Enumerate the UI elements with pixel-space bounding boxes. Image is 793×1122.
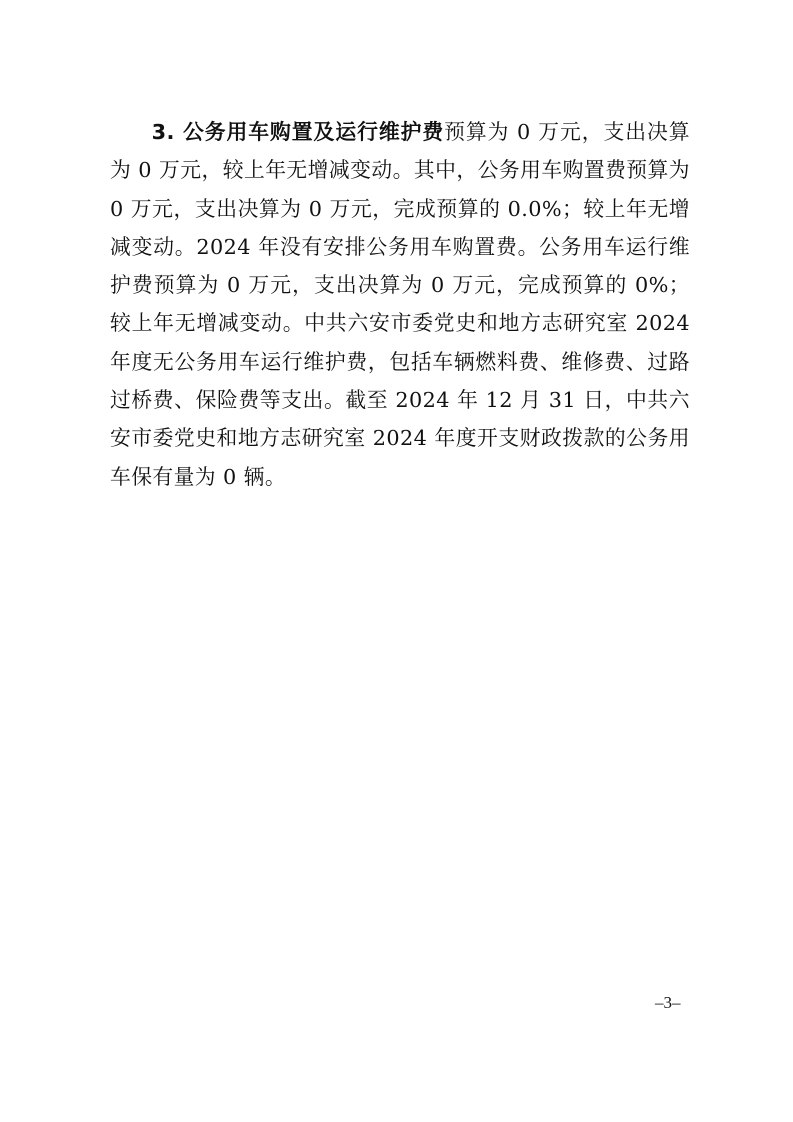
section-heading: 3. 公务用车购置及运行维护费 (151, 120, 445, 144)
paragraph (110, 113, 690, 496)
page-number: –3– (655, 993, 681, 1012)
paragraph-body: 预算为 0 万元，支出决算为 0 万元，较上年无增减变动。其中，公务用车购置费预算为 0 万元，支出决算为 0 万元，完成预算的 0.0%；较上年无增减变动。2024 年没有安排公务用车购置费。公务用车运行维护费预算为 0 万元，支出决算为 0 万元，完成预算的 0%；较上年无增减变动。中共六安市委党史和地方志研究室 2024 年度无公务用车运行维护费，包括车辆燃料费、维修费、过路过桥费、保险费等支出。截至 2024 年 12 月 31 日，中共六安市委党史和地方志研究室 2024 年度开支财政拨款的公务用车保有量为 0 辆。 (110, 120, 690, 489)
